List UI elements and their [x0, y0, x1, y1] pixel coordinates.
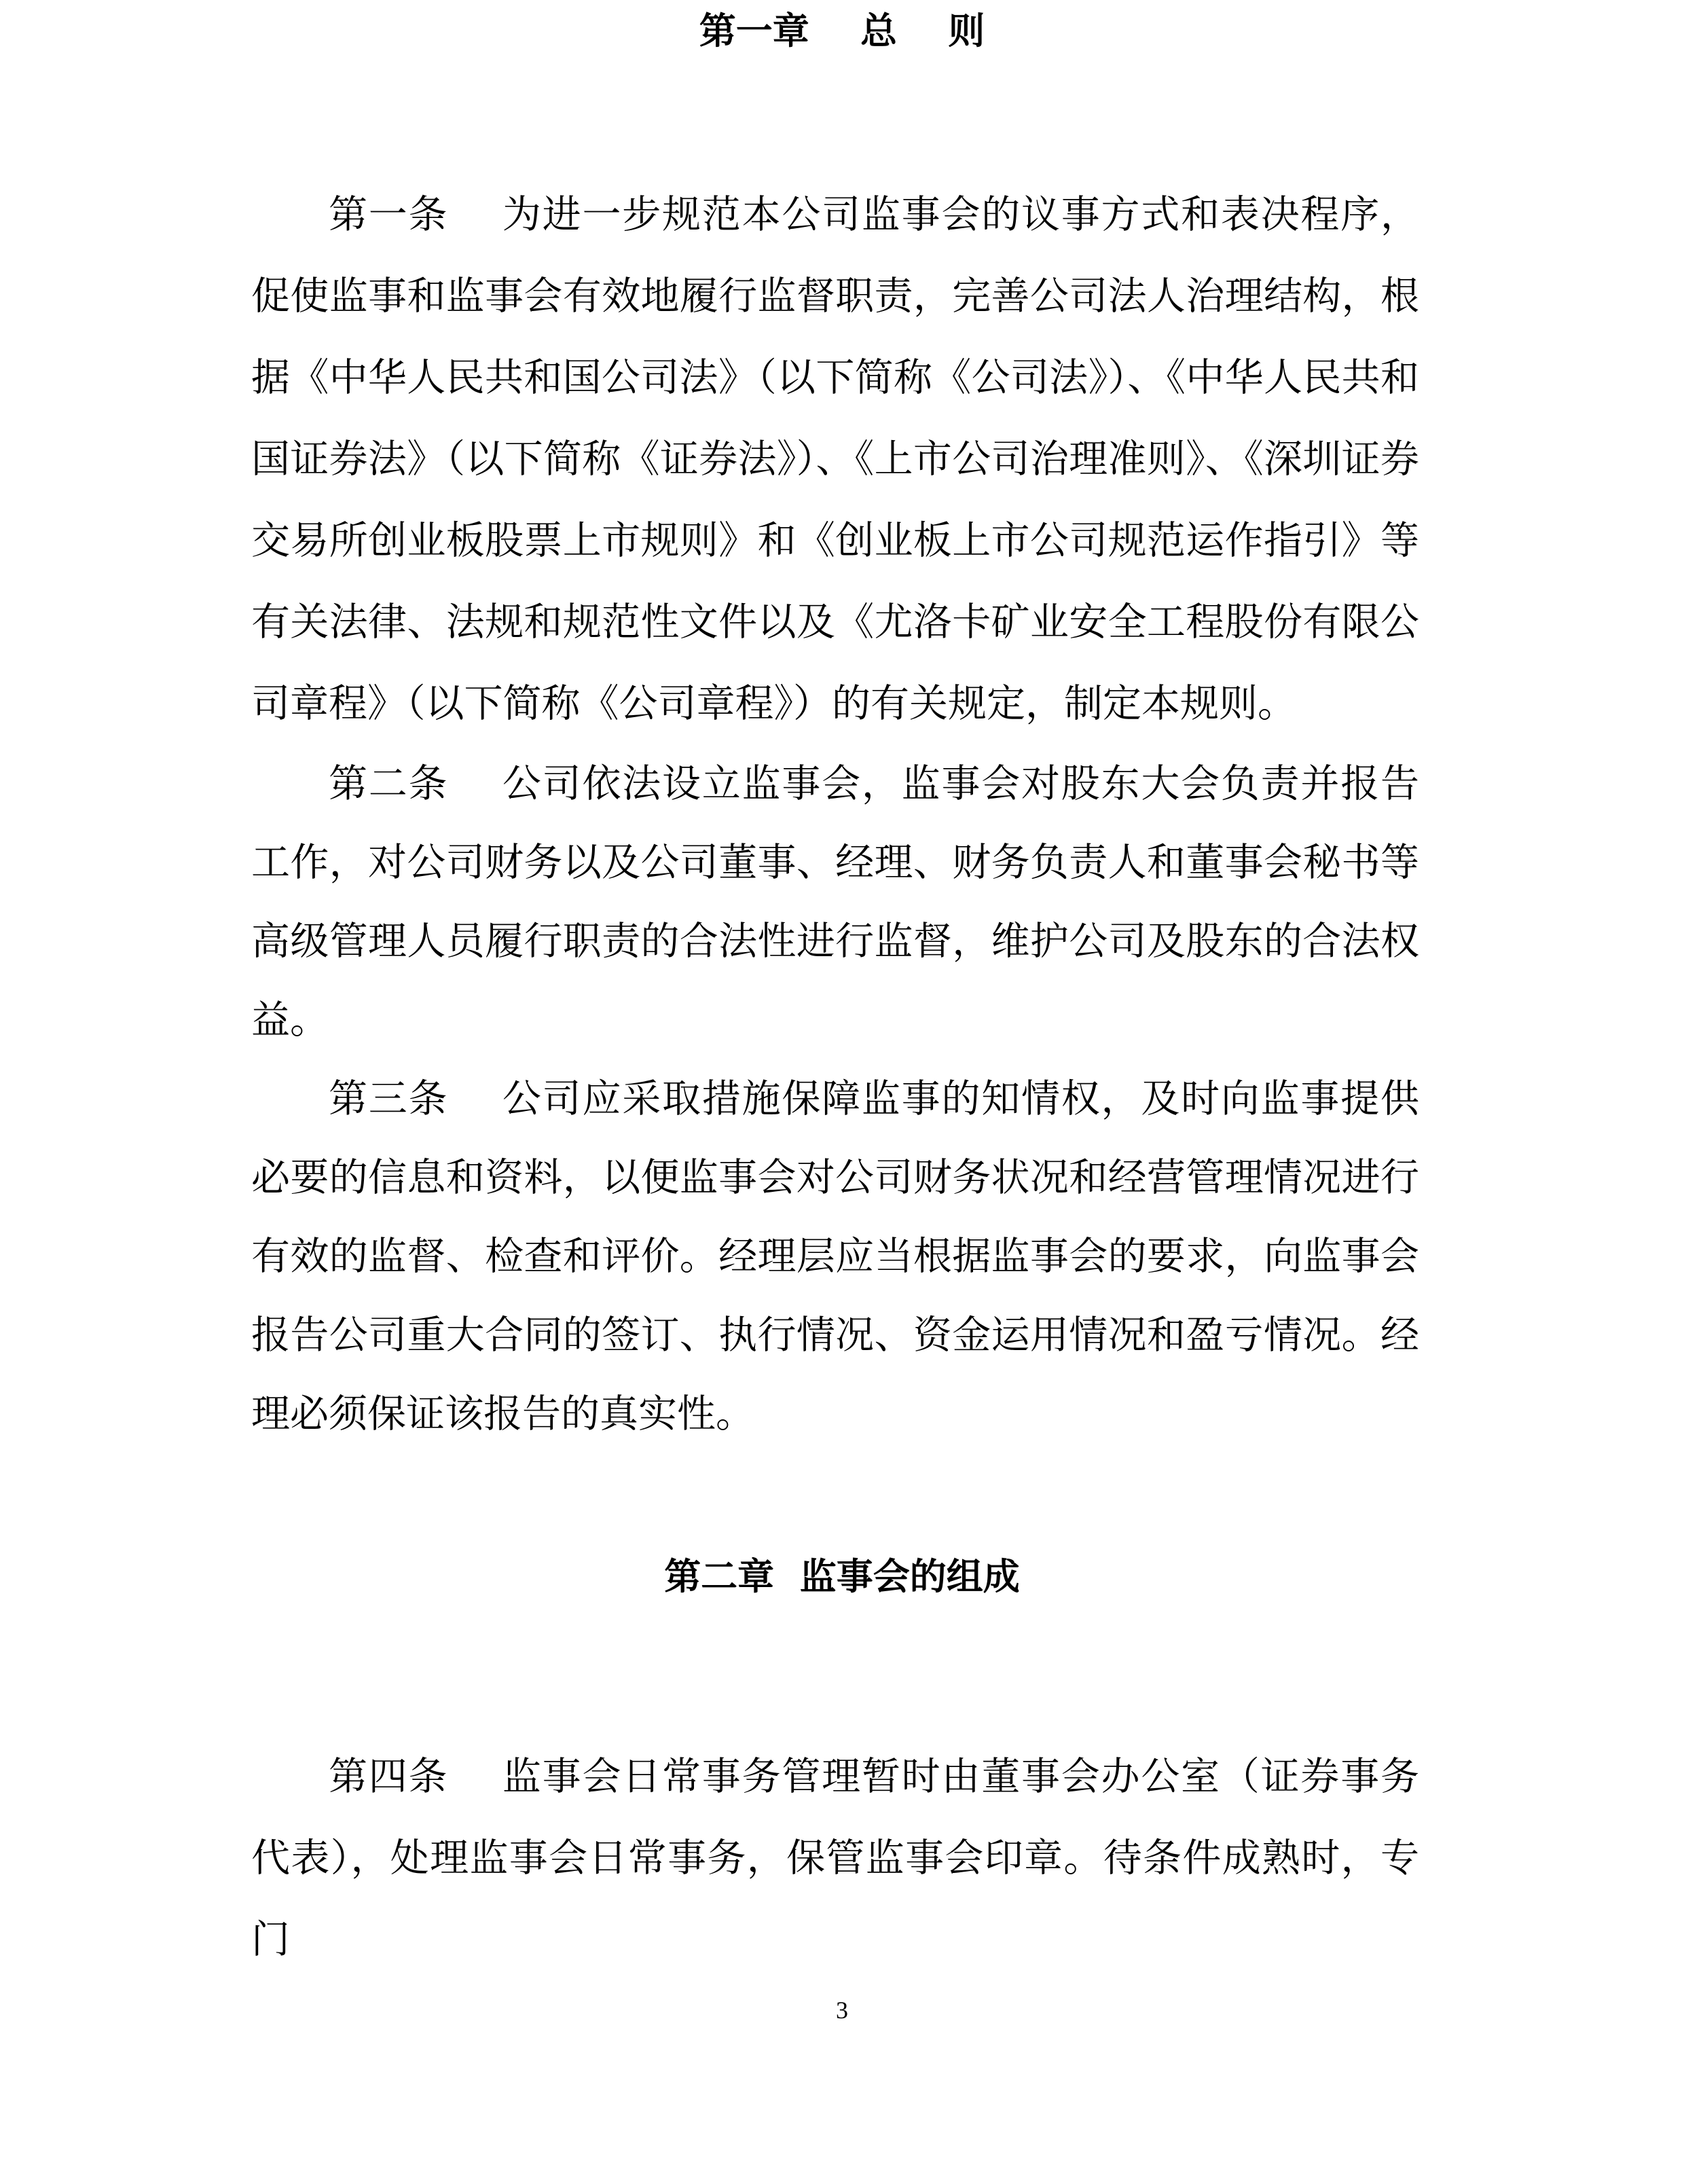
chapter-1-body — [251, 174, 1419, 1453]
article-3-paragraph: 第三条 公司应采取措施保障监事的知情权，及时向监事提供必要的信息和资料，以便监事会对公司财务状况和经营管理情况进行有效的监督、检查和评价。经理层应当根据监事会的要求，向监事会报告公司重大合同的签订、执行情况、资金运用情况和盈亏情况。经理必须保证该报告的真实性。 — [251, 1076, 1419, 1436]
article-2-paragraph: 第二条 公司依法设立监事会，监事会对股东大会负责并报告工作，对公司财务以及公司董事、经理、财务负责人和董事会秘书等高级管理人员履行职责的合法性进行监督，维护公司及股东的合法权益。 — [251, 761, 1419, 1042]
chapter-2-body — [251, 1736, 1419, 1980]
article-1-paragraph: 第一条 为进一步规范本公司监事会的议事方式和表决程序，促使监事和监事会有效地履行监督职责，完善公司法人治理结构，根据《中华人民共和国公司法》（以下简称《公司法》）、《中华人民共和国证券法》（以下简称《证券法》）、《上市公司治理准则》、《深圳证券交易所创业板股票上市规则》和《创业板上市公司规范运作指引》等有关法律、法规和规范性文件以及《尤洛卡矿业安全工程股份有限公司章程》（以下简称《公司章程》）的有关规定，制定本规则。 — [251, 192, 1419, 726]
chapter-1-title: 第一章 总 则 — [699, 10, 985, 52]
article-4-paragraph: 第四条 监事会日常事务管理暂时由董事会办公室（证券事务代表），处理监事会日常事务，保管监事会印章。待条件成熟时，专门 — [251, 1754, 1419, 1962]
chapter-2-title: 第二章 监事会的组成 — [664, 1555, 1020, 1598]
page-number: 3 — [836, 1997, 848, 2024]
